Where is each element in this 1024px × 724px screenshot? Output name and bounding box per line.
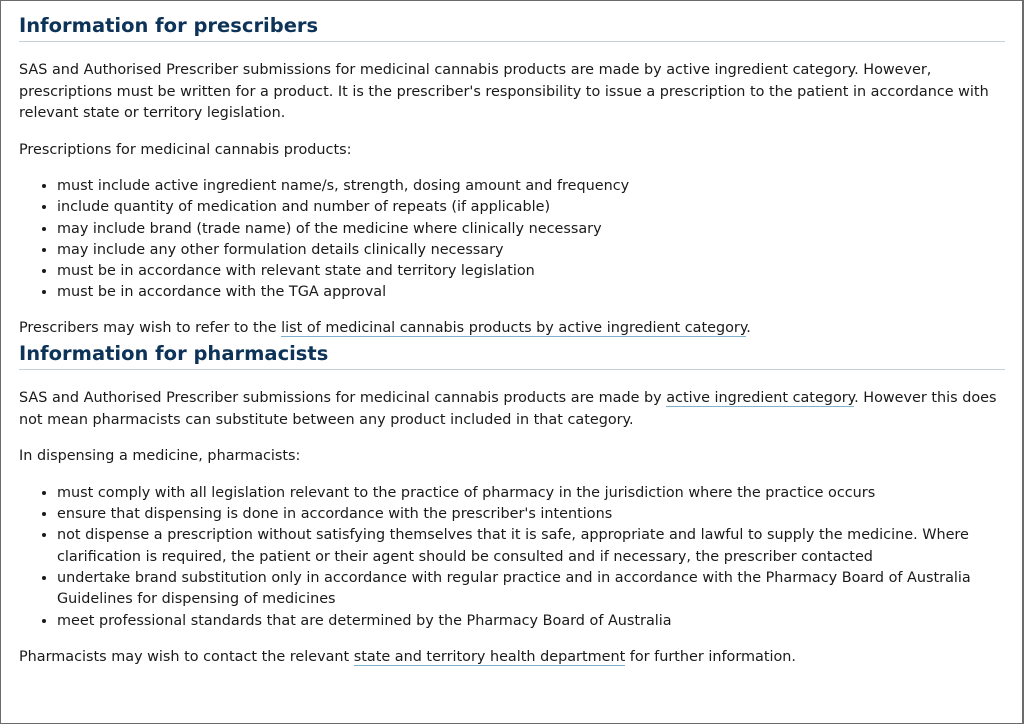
pharmacists-intro-prefix: SAS and Authorised Prescriber submissions for medicinal cannabis products are made by bbox=[19, 390, 667, 407]
pharmacists-closing-suffix: for further information. bbox=[625, 648, 796, 665]
prescribers-section bbox=[19, 11, 1005, 339]
list-item: • include quantity of medication and number of repeats (if applicable) bbox=[57, 197, 1005, 218]
pharmacists-intro bbox=[19, 388, 1005, 431]
prescribers-list-intro: Prescriptions for medicinal cannabis products: bbox=[19, 141, 352, 158]
health-department-link[interactable]: state and territory health department bbox=[353, 648, 626, 665]
list-item: • ensure that dispensing is done in accordance with the prescriber's intentions bbox=[57, 504, 1005, 525]
list-item: • must comply with all legislation relevant to the practice of pharmacy in the jurisdiction where the practice occurs bbox=[57, 483, 1005, 504]
prescribers-intro: SAS and Authorised Prescriber submissions for medicinal cannabis products are made by active ingredient category. However, prescriptions must be written for a product. It is the prescriber's responsibility to issue a prescription to the patient in accordance with relevant state or territory legislation. bbox=[19, 62, 989, 121]
list-item: • must be in accordance with the TGA approval bbox=[57, 282, 1005, 303]
pharmacists-intro-suffix: . However this does not mean pharmacists can substitute between any product included in that category. bbox=[19, 390, 997, 428]
prescribers-heading: Information for prescribers bbox=[19, 11, 1005, 42]
prescribers-closing bbox=[19, 318, 1005, 340]
pharmacists-closing bbox=[19, 647, 1005, 669]
prescribers-closing-suffix: . bbox=[746, 319, 751, 336]
active-ingredient-category-link[interactable]: active ingredient category bbox=[666, 390, 855, 407]
prescribers-list bbox=[19, 176, 1005, 304]
list-item: • may include any other formulation details clinically necessary bbox=[57, 240, 1005, 261]
pharmacists-list bbox=[19, 483, 1005, 632]
list-item: • may include brand (trade name) of the medicine where clinically necessary bbox=[57, 219, 1005, 240]
prescribers-closing-prefix: Prescribers may wish to refer to the bbox=[19, 319, 282, 336]
list-item: • must include active ingredient name/s, strength, dosing amount and frequency bbox=[57, 176, 1005, 197]
pharmacists-closing-prefix: Pharmacists may wish to contact the relevant bbox=[19, 648, 354, 665]
list-item: • not dispense a prescription without satisfying themselves that it is safe, appropriate and lawful to supply the medicine. Where clarification is required, the patient or their agent should be consulted and if necessary, the prescriber contacted bbox=[57, 525, 1005, 568]
list-item: • must be in accordance with relevant state and territory legislation bbox=[57, 261, 1005, 282]
list-item: • undertake brand substitution only in accordance with regular practice and in accordance with the Pharmacy Board of Australia Guidelines for dispensing of medicines bbox=[57, 568, 1005, 611]
pharmacists-heading: Information for pharmacists bbox=[19, 339, 1005, 370]
pharmacists-list-intro: In dispensing a medicine, pharmacists: bbox=[19, 448, 301, 465]
list-item: • meet professional standards that are determined by the Pharmacy Board of Australia bbox=[57, 611, 1005, 632]
medicinal-cannabis-products-list-link[interactable]: list of medicinal cannabis products by active ingredient category bbox=[281, 319, 747, 336]
pharmacists-section bbox=[19, 339, 1005, 668]
